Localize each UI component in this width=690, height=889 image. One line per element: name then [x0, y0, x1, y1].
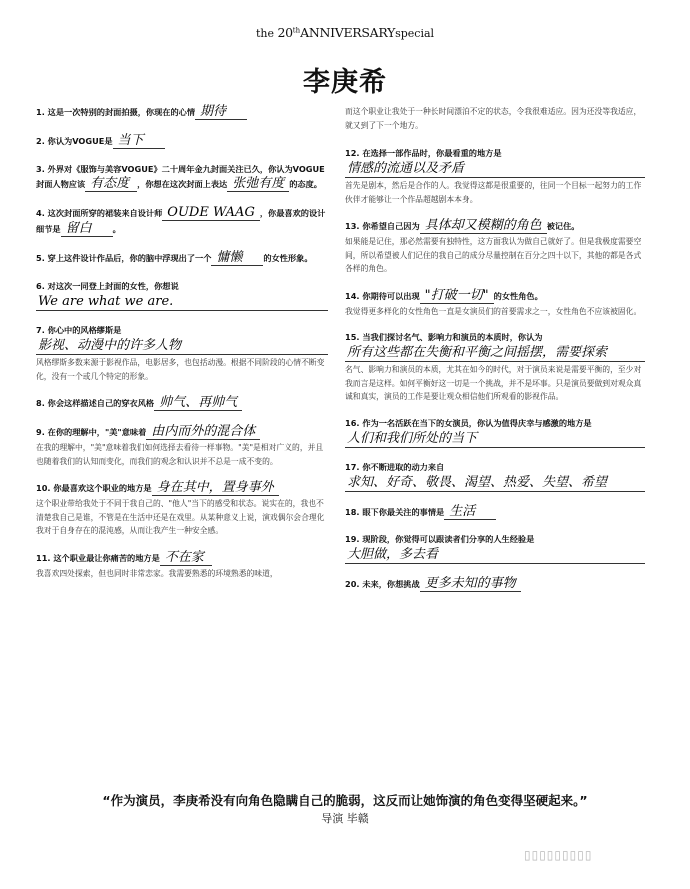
- handwritten-answer: 慵懒: [211, 250, 263, 266]
- left-qa-item: [36, 133, 328, 149]
- right-qa-item: [345, 330, 645, 404]
- question-text: [36, 162, 328, 192]
- answer-body-text: 如果能是记住，那必然需要有独特性，这方面我认为做自己就好了。但是我极度需要空间，所以希望被人们记住的我自己的成分尽量控制在百分之四十以下，其他的都是各式各样的角色。: [345, 237, 642, 273]
- question-prompt: 14. 你期待可以出现: [345, 290, 420, 301]
- right-qa-item: [345, 288, 645, 319]
- left-qa-item: [36, 323, 328, 383]
- question-continuation: ，你最喜欢的设计细节是: [36, 208, 326, 234]
- question-text: [36, 550, 328, 566]
- question-text: [36, 480, 328, 496]
- question-text: [345, 460, 645, 474]
- right-qa-item: [345, 218, 645, 276]
- question-text: [36, 250, 328, 266]
- question-text: [345, 146, 645, 160]
- handwritten-answer-line: 求知、好奇、敬畏、渴望、热爱、失望、希望: [345, 474, 645, 492]
- question-prompt: 15. 当我们探讨名气、影响力和演员的本质时，你认为: [345, 332, 543, 342]
- right-qa-item: [345, 504, 645, 520]
- question-text: [36, 395, 328, 411]
- header-number: 20: [277, 25, 293, 40]
- left-qa-item: [36, 205, 328, 237]
- handwritten-answer: 不在家: [160, 550, 212, 566]
- handwritten-answer: 更多未知的事物: [420, 576, 521, 592]
- question-prompt: 9. 在你的理解中，"美"意味着: [36, 427, 147, 437]
- question-prompt: 3. 外界对《服饰与美容VOGUE》二十周年金九封面关注已久，你认为VOGUE封面人物应该: [36, 164, 325, 189]
- answer-body-text: 风格缪斯多数来源于影视作品，电影居多，也包括动漫。根据不同阶段的心情不断变化，没有一个或几个特定的形象。: [36, 358, 325, 381]
- handwritten-answer: 身在其中，置身事外: [152, 480, 279, 496]
- right-qa-item: [345, 146, 645, 206]
- question-prompt: 1. 这是一次特别的封面拍摄，你现在的心情: [36, 107, 196, 117]
- question-text: [345, 288, 645, 304]
- answer-body-text: 名气、影响力和演员的本质，尤其在如今的时代，对于演员来说是需要平衡的，至少对我而言是这样。如何平衡好这一切是一个挑战，并不是坏事。只是演员要做到对观众真诚和真实，演员的工作是要让观众相信他们所观看的影视作品。: [345, 365, 642, 401]
- left-qa-item: [36, 480, 328, 538]
- left-qa-item: [36, 424, 328, 468]
- question-prompt: 18. 眼下你最关注的事情是: [345, 506, 445, 517]
- handwritten-answer-line: 人们和我们所处的当下: [345, 430, 645, 448]
- handwritten-answer: 张弛有度: [227, 176, 289, 192]
- handwritten-answer: 留白: [61, 221, 113, 237]
- question-text: [345, 576, 645, 592]
- handwritten-answer: 期待: [195, 104, 247, 120]
- question-text: [36, 424, 328, 440]
- question-prompt: 13. 你希望自己因为: [345, 221, 420, 231]
- question-continuation: 。: [112, 224, 121, 234]
- handwritten-answer: 具体却又模糊的角色: [420, 218, 547, 234]
- right-qa-item: [345, 576, 645, 592]
- handwritten-answer: 帅气、再帅气: [154, 395, 242, 411]
- pull-quote: “作为演员，李庚希没有向角色隐瞒自己的脆弱，这反而让她饰演的角色变得坚硬起来。”: [102, 793, 588, 808]
- question-text: [36, 323, 328, 337]
- handwritten-answer: OUDE WAAG: [162, 205, 260, 221]
- question-text: [345, 330, 645, 344]
- question-prompt: 12. 在选择一部作品时，你最看重的地方是: [345, 148, 502, 158]
- handwritten-answer: "打破一切": [420, 288, 494, 304]
- header-prefix: the: [255, 27, 274, 40]
- question-prompt: 17. 你不断进取的动力来自: [345, 461, 445, 472]
- left-qa-item: [36, 250, 328, 266]
- question-text: [36, 205, 328, 237]
- handwritten-answer-line: 影视、动漫中的许多人物: [36, 337, 328, 355]
- question-text: [345, 416, 645, 430]
- right-qa-item: [345, 460, 645, 492]
- answer-body-text: 首先是剧本，然后是合作的人。我觉得这都是很重要的，往同一个目标一起努力的工作伙伴才能够让一个作品超越剧本本身。: [345, 181, 642, 204]
- header-word: ANNIVERSARY: [300, 25, 396, 40]
- quote-author: 导演 毕赣: [321, 812, 369, 825]
- right-qa-item: [345, 416, 645, 448]
- question-text: [36, 133, 328, 149]
- handwritten-answer: 有态度: [85, 176, 137, 192]
- right-qa-item: [345, 532, 645, 564]
- question-prompt: 6. 对这次一同登上封面的女性，你想说: [36, 281, 179, 291]
- question-text: [345, 218, 645, 234]
- left-qa-item: [36, 550, 328, 581]
- question-continuation: 的态度。: [289, 179, 322, 189]
- handwritten-answer: 生活: [444, 504, 496, 520]
- question-prompt: 2. 你认为VOGUE是: [36, 136, 113, 146]
- handwritten-answer: 当下: [113, 133, 165, 149]
- question-prompt: 20. 未来，你想挑战: [345, 578, 420, 589]
- question-prompt: 7. 你心中的风格缪斯是: [36, 325, 122, 335]
- question-prompt: 11. 这个职业最让你痛苦的地方是: [36, 552, 160, 563]
- question-text: [36, 279, 328, 293]
- left-qa-item: [36, 279, 328, 311]
- question-text: [345, 504, 645, 520]
- question-text: [36, 104, 328, 120]
- left-qa-item: [36, 104, 328, 120]
- question-prompt: 8. 你会这样描述自己的穿衣风格: [36, 398, 155, 408]
- answer-body-text: 而这个职业让我处于一种长时间漂泊不定的状态，令我很难适应。因为还没等我适应，就又到了下一个地方。: [345, 107, 642, 130]
- header-special: special: [395, 27, 435, 40]
- answer-body-text: 这个职业带给我处于不同于我自己的、"他人"当下的感受和状态。说实在的，我也不清楚我自己是谁，不管是在生活中还是在戏里。从某种意义上说，演戏偶尔会合理化我对于自身存在的混沌感，从而让我产生一种安全感。: [36, 499, 325, 535]
- question-text: [345, 532, 645, 546]
- question-continuation: 被记住。: [546, 221, 580, 231]
- question-prompt: 4. 这次封面所穿的裙装来自设计师: [36, 208, 163, 218]
- handwritten-answer-line: 所有这些都在失衡和平衡之间摇摆，需要探索: [345, 344, 645, 362]
- header-suffix: th: [292, 26, 301, 35]
- left-column: [36, 104, 328, 594]
- question-prompt: 10. 你最喜欢这个职业的地方是: [36, 483, 152, 493]
- answer-body-text: 我觉得更多样化的女性角色一直是女演员们的首要需求之一，女性角色不应该被固化。: [345, 306, 642, 316]
- answer-body-text: 我喜欢四处探索，但也同时非常恋家。我需要熟悉的环境熟悉的味道，: [36, 568, 278, 578]
- left-qa-item: [36, 395, 328, 411]
- handwritten-answer-line: We are what we are.: [36, 293, 328, 311]
- left-qa-item: [36, 162, 328, 192]
- watermark: ▯▯▯▯▯▯▯▯▯: [524, 848, 593, 862]
- handwritten-answer-line: 大胆做，多去看: [345, 546, 645, 564]
- question-continuation: 的女性角色。: [493, 290, 543, 301]
- question-continuation: 的女性形象。: [263, 253, 313, 263]
- handwritten-answer-line: 情感的流通以及矛盾: [345, 160, 645, 178]
- right-qa-item: [345, 105, 645, 132]
- question-prompt: 19. 现阶段，你觉得可以跟读者们分享的人生经验是: [345, 533, 535, 544]
- question-prompt: 5. 穿上这件设计作品后，你的脑中浮现出了一个: [36, 253, 212, 263]
- answer-body-text: 在我的理解中，"美"意味着我们如何选择去看待一样事物。"美"是相对广义的，并且也随着我们的认知而变化，而我们的观念和认识并不总是一成不变的。: [36, 443, 324, 466]
- anniversary-header: [0, 25, 690, 40]
- handwritten-answer: 由内而外的混合体: [146, 424, 260, 440]
- question-prompt: 16. 作为一名活跃在当下的女演员，你认为值得庆幸与感激的地方是: [345, 417, 592, 428]
- page-title: 李庚希: [303, 67, 387, 98]
- question-continuation: ，你想在这次封面上表达: [137, 179, 228, 189]
- right-column: [345, 104, 645, 606]
